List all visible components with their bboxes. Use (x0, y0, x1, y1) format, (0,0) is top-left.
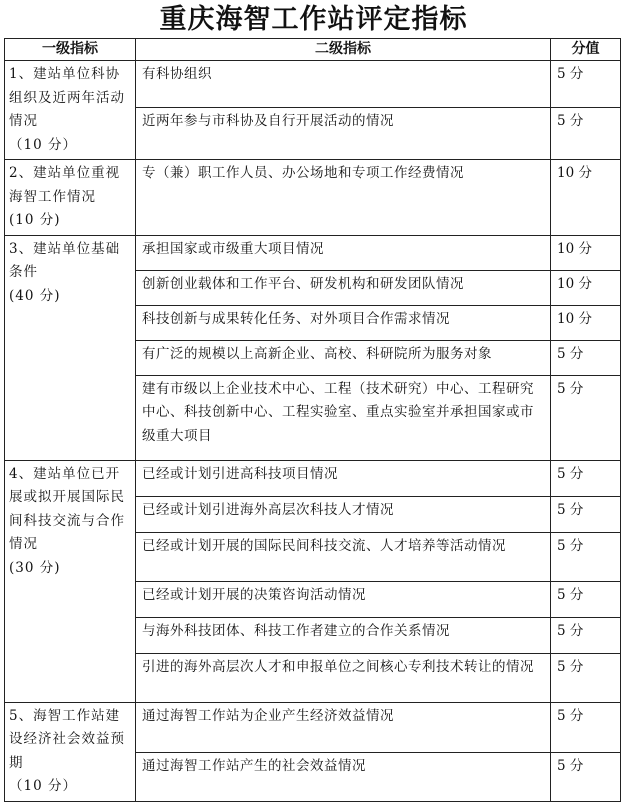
score-cell: 5 分 (551, 581, 621, 617)
table-row (5, 61, 621, 108)
score-cell: 10 分 (551, 305, 621, 340)
level2-cell: 已经或计划开展的国际民间科技交流、人才培养等活动情况 (136, 532, 551, 581)
level1-label: 3、建站单位基础条件 (9, 240, 121, 280)
level1-label: 5、海智工作站建设经济社会效益预期 (9, 707, 125, 771)
level2-cell: 创新创业载体和工作平台、研发机构和研发团队情况 (136, 270, 551, 305)
level2-cell: 专（兼）职工作人员、办公场地和专项工作经费情况 (136, 160, 551, 236)
level1-cell (5, 235, 136, 460)
score-cell: 5 分 (551, 496, 621, 532)
score-cell: 10 分 (551, 270, 621, 305)
level2-cell: 建有市级以上企业技术中心、工程（技术研究）中心、工程研究中心、科技创新中心、工程实验室、重点实验室并承担国家或市级重大项目 (136, 375, 551, 460)
header-level2: 二级指标 (136, 39, 551, 61)
level2-cell: 有广泛的规模以上高新企业、高校、科研院所为服务对象 (136, 340, 551, 375)
score-cell: 5 分 (551, 753, 621, 802)
evaluation-table (4, 38, 621, 802)
level1-label: 1、建站单位科协组织及近两年活动情况 (9, 66, 125, 129)
score-cell: 10 分 (551, 235, 621, 270)
score-cell: 5 分 (551, 108, 621, 160)
header-score: 分值 (551, 39, 621, 61)
table-row (5, 160, 621, 236)
score-cell: 5 分 (551, 460, 621, 496)
level2-cell: 引进的海外高层次人才和申报单位之间核心专利技术转让的情况 (136, 653, 551, 702)
level2-cell: 已经或计划引进海外高层次科技人才情况 (136, 496, 551, 532)
level2-cell: 通过海智工作站产生的社会效益情况 (136, 753, 551, 802)
level1-cell (5, 702, 136, 801)
table-row (5, 460, 621, 496)
level2-cell: 与海外科技团体、科技工作者建立的合作关系情况 (136, 617, 551, 653)
level2-cell: 通过海智工作站为企业产生经济效益情况 (136, 702, 551, 753)
score-cell: 5 分 (551, 702, 621, 753)
level1-cell (5, 460, 136, 702)
level1-points: (40 分) (9, 287, 61, 304)
table-row (5, 235, 621, 270)
header-level1: 一级指标 (5, 39, 136, 61)
level1-points: （10 分） (9, 778, 77, 794)
document-title: 重庆海智工作站评定指标 (159, 4, 468, 35)
score-cell: 10 分 (551, 160, 621, 236)
level2-cell: 科技创新与成果转化任务、对外项目合作需求情况 (136, 305, 551, 340)
score-cell: 5 分 (551, 532, 621, 581)
score-cell: 5 分 (551, 340, 621, 375)
level1-label: 4、建站单位已开展或拟开展国际民间科技交流与合作情况 (9, 465, 125, 552)
level2-cell: 已经或计划引进高科技项目情况 (136, 460, 551, 496)
table-row (5, 702, 621, 753)
table-header-row (5, 39, 621, 61)
level1-cell (5, 61, 136, 160)
level2-cell: 有科协组织 (136, 61, 551, 108)
level2-cell: 承担国家或市级重大项目情况 (136, 235, 551, 270)
level1-label: 2、建站单位重视海智工作情况 (9, 165, 121, 205)
score-cell: 5 分 (551, 653, 621, 702)
score-cell: 5 分 (551, 375, 621, 460)
level2-cell: 已经或计划开展的决策咨询活动情况 (136, 581, 551, 617)
level1-points: （10 分） (9, 136, 77, 153)
level1-points: (30 分) (9, 559, 61, 576)
score-cell: 5 分 (551, 617, 621, 653)
score-cell: 5 分 (551, 61, 621, 108)
level2-cell: 近两年参与市科协及自行开展活动的情况 (136, 108, 551, 160)
level1-cell (5, 160, 136, 236)
level1-points: (10 分) (9, 212, 61, 228)
